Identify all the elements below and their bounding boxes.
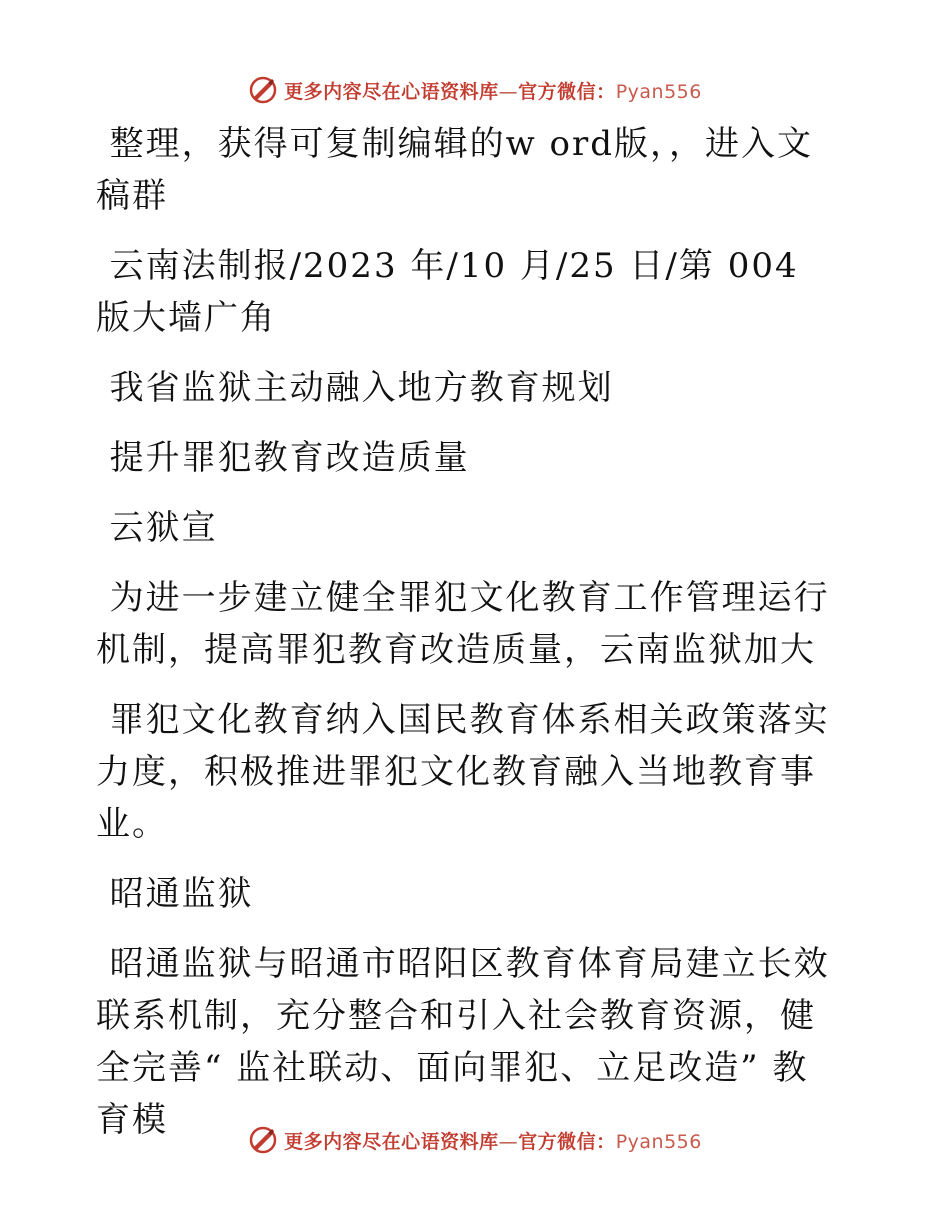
paragraph-2: 云南法制报/2023 年/10 月/25 日/第 004 版大墙广角 <box>96 246 799 338</box>
footer-banner-main: 更多内容尽在心语资料库 <box>284 1130 499 1153</box>
footer-banner-official: 官方微信： <box>518 1130 616 1153</box>
article-body <box>96 118 836 1146</box>
paragraph-6: 为进一步建立健全罪犯文化教育工作管理运行机制，提高罪犯教育改造质量，云南监狱加大 <box>96 578 830 670</box>
header-banner-official: 官方微信： <box>518 80 616 103</box>
header-banner-main: 更多内容尽在心语资料库 <box>284 80 499 103</box>
footer-banner-wechat: Pyan556 <box>615 1130 702 1153</box>
header-banner-sep: — <box>498 80 519 103</box>
footer-watermark <box>0 1120 950 1160</box>
paragraph-3: 我省监狱主动融入地方教育规划 <box>109 368 614 408</box>
paragraph-1: 整理，获得可复制编辑的w ord版，，进入文稿群 <box>96 124 813 216</box>
paragraph-7: 罪犯文化教育纳入国民教育体系相关政策落实力度，积极推进罪犯文化教育融入当地教育事业。 <box>96 700 830 844</box>
paragraph-5: 云狱宣 <box>109 508 218 548</box>
header-banner-wechat: Pyan556 <box>615 80 702 103</box>
paragraph-4: 提升罪犯教育改造质量 <box>109 438 470 478</box>
footer-banner-text <box>284 1127 702 1154</box>
header-watermark <box>0 70 950 110</box>
footer-banner-sep: — <box>498 1130 519 1153</box>
paragraph-8: 昭通监狱 <box>109 874 254 914</box>
brush-seal-logo-icon <box>248 1125 278 1155</box>
brush-seal-logo-icon <box>248 75 278 105</box>
header-banner-text <box>284 77 702 104</box>
paragraph-9: 昭通监狱与昭通市昭阳区教育体育局建立长效联系机制，充分整合和引入社会教育资源，健全完善“ 监社联动、面向罪犯、立足改造” 教育模 <box>96 944 830 1140</box>
